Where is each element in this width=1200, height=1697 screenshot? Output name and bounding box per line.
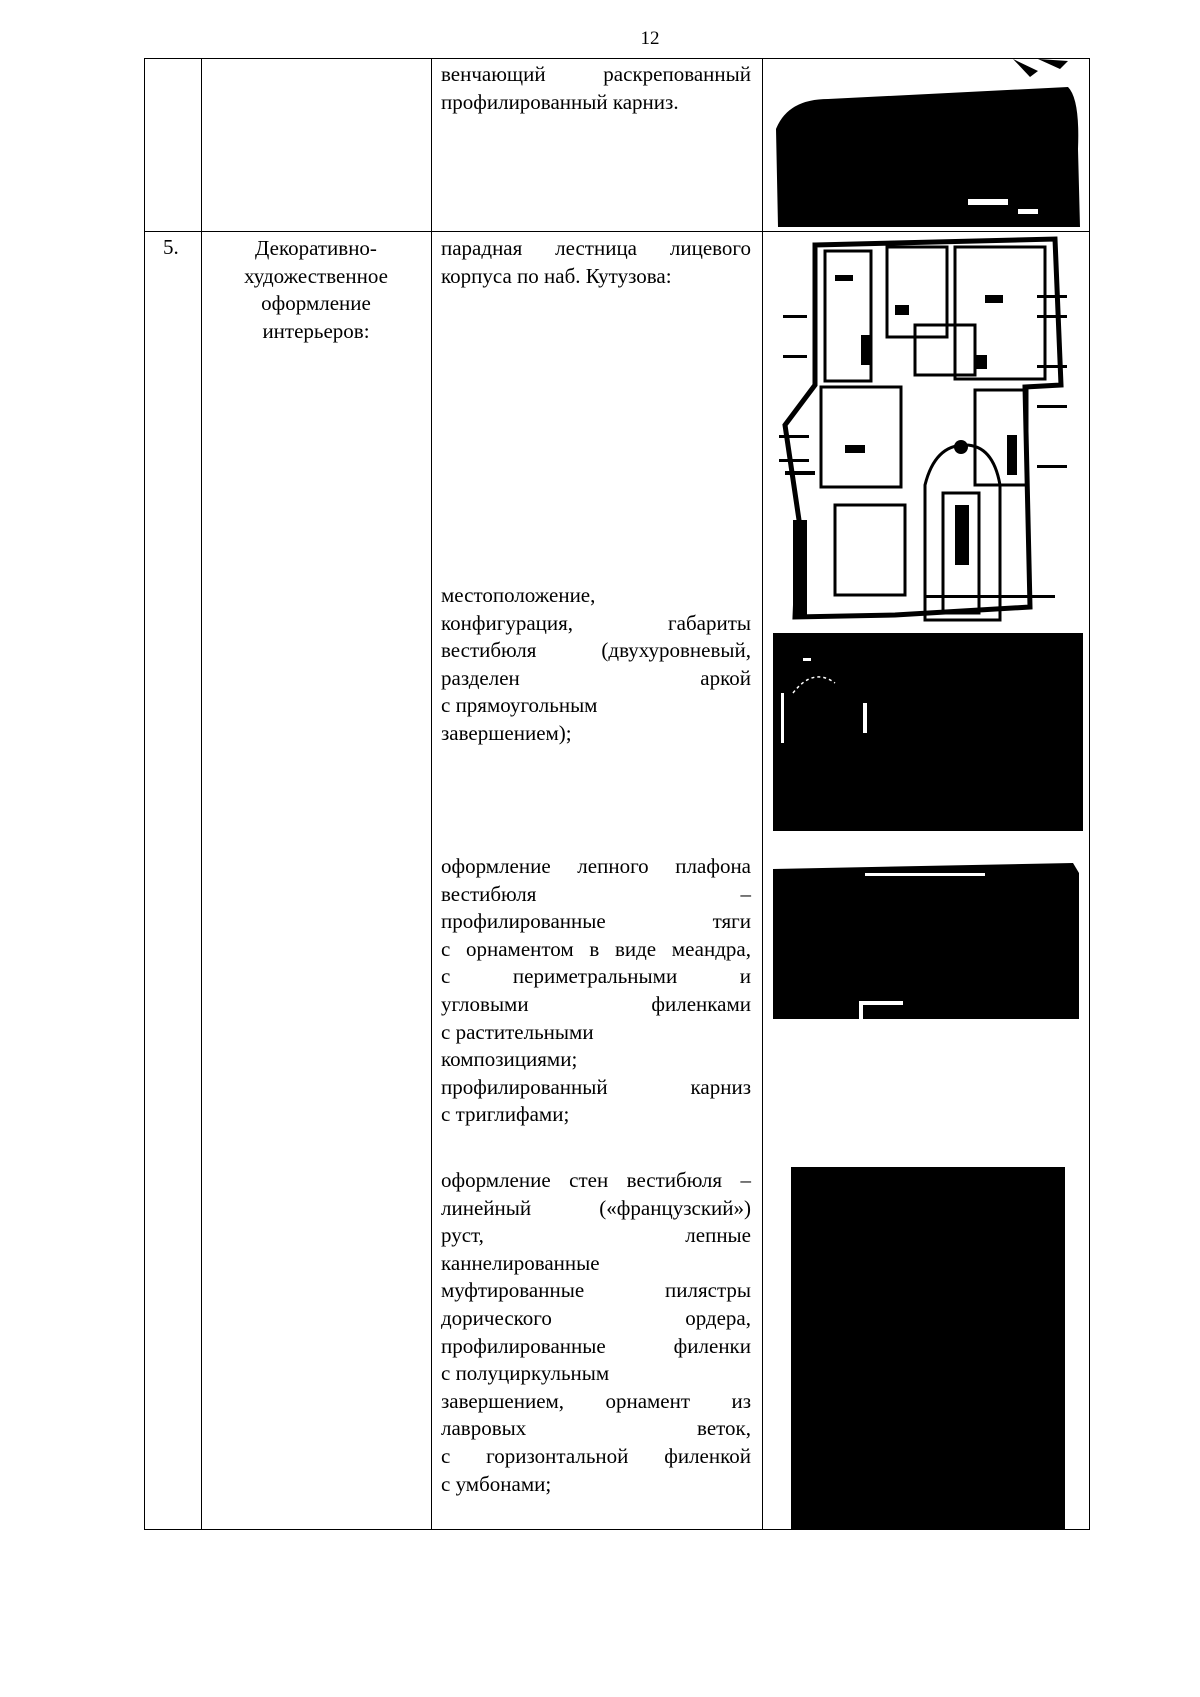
text-line: с периметральными и (441, 964, 751, 989)
item-vestibule-ceiling (441, 853, 751, 1129)
column-divider (201, 59, 202, 1529)
column-divider (762, 59, 763, 1529)
text-line: разделен аркой (441, 665, 751, 690)
text-line: с горизонтальной филенкой (441, 1443, 751, 1468)
text-line: завершением); (441, 720, 572, 745)
protection-items-table (144, 58, 1090, 1530)
text-line: парадная лестница лицевого (441, 236, 751, 260)
text-line: с орнаментом в виде меандра, (441, 936, 751, 961)
row-name (209, 235, 423, 345)
photo-image (768, 59, 1088, 231)
text-line: с растительными (441, 1019, 594, 1044)
text-line: угловыми филенками (441, 991, 751, 1016)
column-divider (431, 59, 432, 1529)
text-line: муфтированные пилястры (441, 1278, 751, 1303)
row-number: 5. (163, 235, 179, 259)
page-number: 12 (640, 28, 660, 49)
item-vestibule-walls (441, 1167, 751, 1498)
text-line: с триглифами; (441, 1102, 570, 1127)
text-line: с полуциркульным (441, 1361, 610, 1386)
prev-row-description (441, 61, 751, 116)
photo-image (773, 861, 1083, 1019)
text-line: оформление (261, 291, 371, 316)
item-vestibule-location (441, 582, 751, 748)
text-line: профилированные филенки (441, 1333, 751, 1358)
photo-image (773, 633, 1083, 831)
walls-photo (791, 1167, 1065, 1529)
facade-cornice-photo (768, 59, 1088, 231)
text-line: линейный («французский») (441, 1195, 751, 1220)
text-line: руст, лепные (441, 1223, 751, 1248)
text-line: Декоративно- (255, 236, 377, 260)
ceiling-photo (773, 861, 1083, 1019)
text-line: корпуса по наб. Кутузова: (441, 263, 672, 288)
text-line: конфигурация, габариты (441, 610, 751, 635)
text-line: вестибюля – (441, 881, 751, 906)
text-line: оформление стен вестибюля – (441, 1168, 751, 1192)
text-line: венчающий раскрепованный (441, 62, 751, 86)
item-main-staircase (441, 235, 751, 290)
text-line: местоположение, (441, 583, 596, 607)
text-line: дорического ордера, (441, 1305, 751, 1330)
vestibule-photo (773, 633, 1083, 831)
text-line: вестибюля (двухуровневый, (441, 638, 751, 663)
text-line: интерьеров: (262, 318, 370, 343)
text-line: профилированный карниз. (441, 89, 679, 114)
row-divider (145, 231, 1089, 232)
floor-plan-drawing (775, 235, 1081, 635)
text-line: художественное (244, 263, 388, 288)
plan-image (775, 235, 1081, 635)
text-line: с прямоугольным (441, 693, 598, 718)
text-line: оформление лепного плафона (441, 854, 751, 878)
text-line: завершением, орнамент из (441, 1388, 751, 1413)
text-line: профилированные тяги (441, 909, 751, 934)
text-line: лавровых веток, (441, 1416, 751, 1441)
text-line: каннелированные (441, 1250, 600, 1275)
text-line: профилированный карниз (441, 1074, 751, 1099)
text-line: с умбонами; (441, 1471, 552, 1496)
text-line: композициями; (441, 1047, 578, 1072)
